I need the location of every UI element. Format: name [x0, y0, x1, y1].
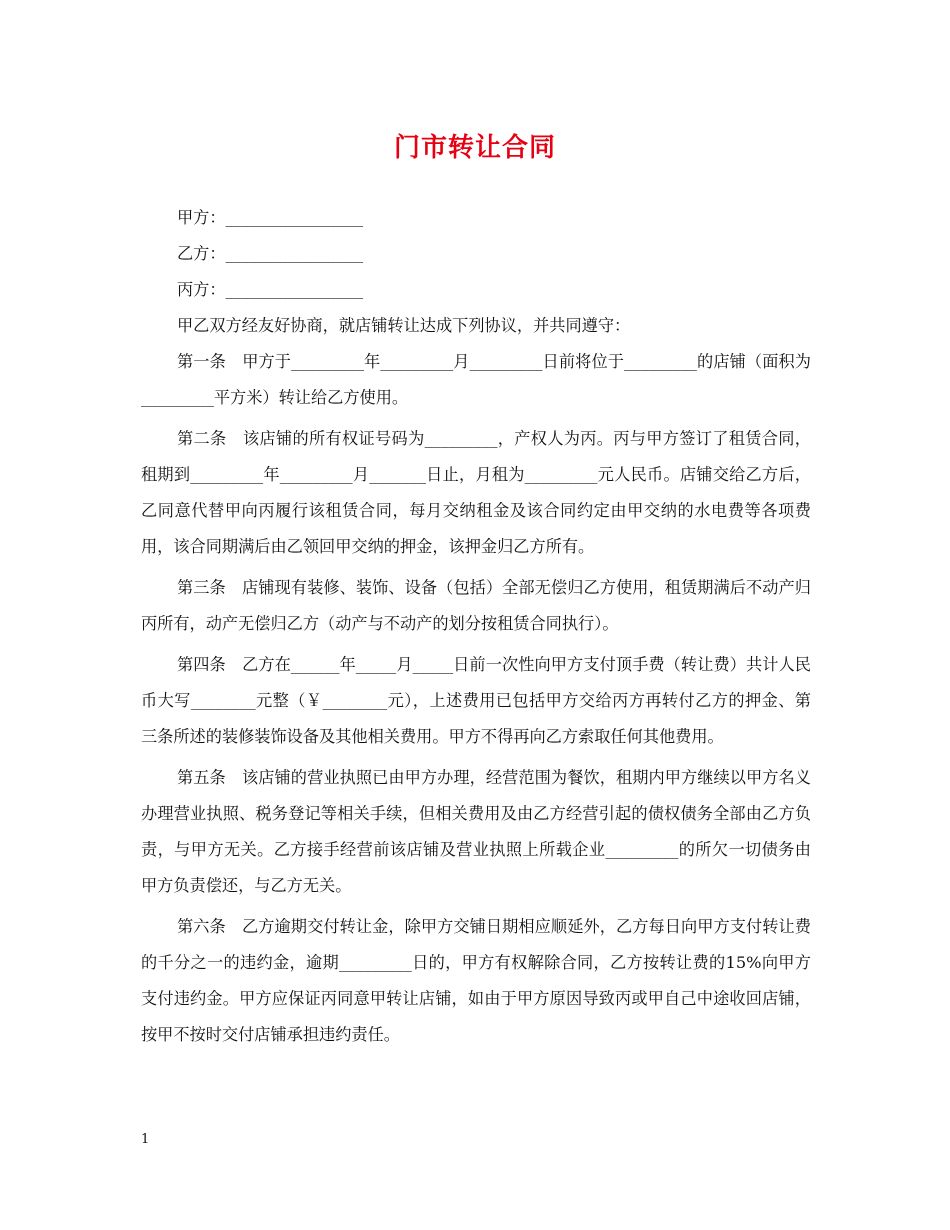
page-number: 1	[141, 1132, 150, 1147]
party-b-line: 乙方：_________________	[177, 244, 364, 263]
document-body	[141, 200, 811, 1053]
article-4: 第四条 乙方在______年_____月_____日前一次性向甲方支付顶手费（转让费）共计人民币大写________元整（￥________元），上述费用已包括甲方交给丙方再转付乙方的押金、第三条所述的装修装饰设备及其他相关费用。甲方不得再向乙方索取任何其他费用。	[141, 655, 811, 746]
article-1: 第一条 甲方于_________年_________月_________日前将位于_________的店铺（面积为_________平方米）转让给乙方使用。	[141, 352, 811, 407]
party-c-line: 丙方：_________________	[177, 280, 364, 299]
preamble: 甲乙双方经友好协商，就店铺转让达成下列协议，并共同遵守：	[177, 316, 631, 335]
party-a-line: 甲方：_________________	[177, 208, 364, 227]
document-title: 门市转让合同	[393, 133, 556, 163]
article-5: 第五条 该店铺的营业执照已由甲方办理，经营范围为餐饮，租期内甲方继续以甲方名义办理营业执照、税务登记等相关手续，但相关费用及由乙方经营引起的债权债务全部由乙方负责，与甲方无关。乙方接手经营前该店铺及营业执照上所载企业_________的所欠一切债务由甲方负责偿还，与乙方无关。	[141, 768, 811, 895]
article-2: 第二条 该店铺的所有权证号码为_________，产权人为丙。丙与甲方签订了租赁合同，租期到_________年_________月_______日止，月租为_________元人民币。店铺交给乙方后，乙同意代替甲向丙履行该租赁合同，每月交纳租金及该合同约定由甲交纳的水电费等各项费用，该合同期满后由乙领回甲交纳的押金，该押金归乙方所有。	[141, 429, 811, 556]
article-3: 第三条 店铺现有装修、装饰、设备（包括）全部无偿归乙方使用，租赁期满后不动产归丙所有，动产无偿归乙方（动产与不动产的划分按租赁合同执行）。	[141, 578, 811, 633]
article-6: 第六条 乙方逾期交付转让金，除甲方交铺日期相应顺延外，乙方每日向甲方支付转让费的千分之一的违约金，逾期_________日的，甲方有权解除合同，乙方按转让费的15%向甲方支付违约金。甲方应保证丙同意甲转让店铺，如由于甲方原因导致丙或甲自己中途收回店铺，按甲不按时交付店铺承担违约责任。	[141, 917, 811, 1044]
